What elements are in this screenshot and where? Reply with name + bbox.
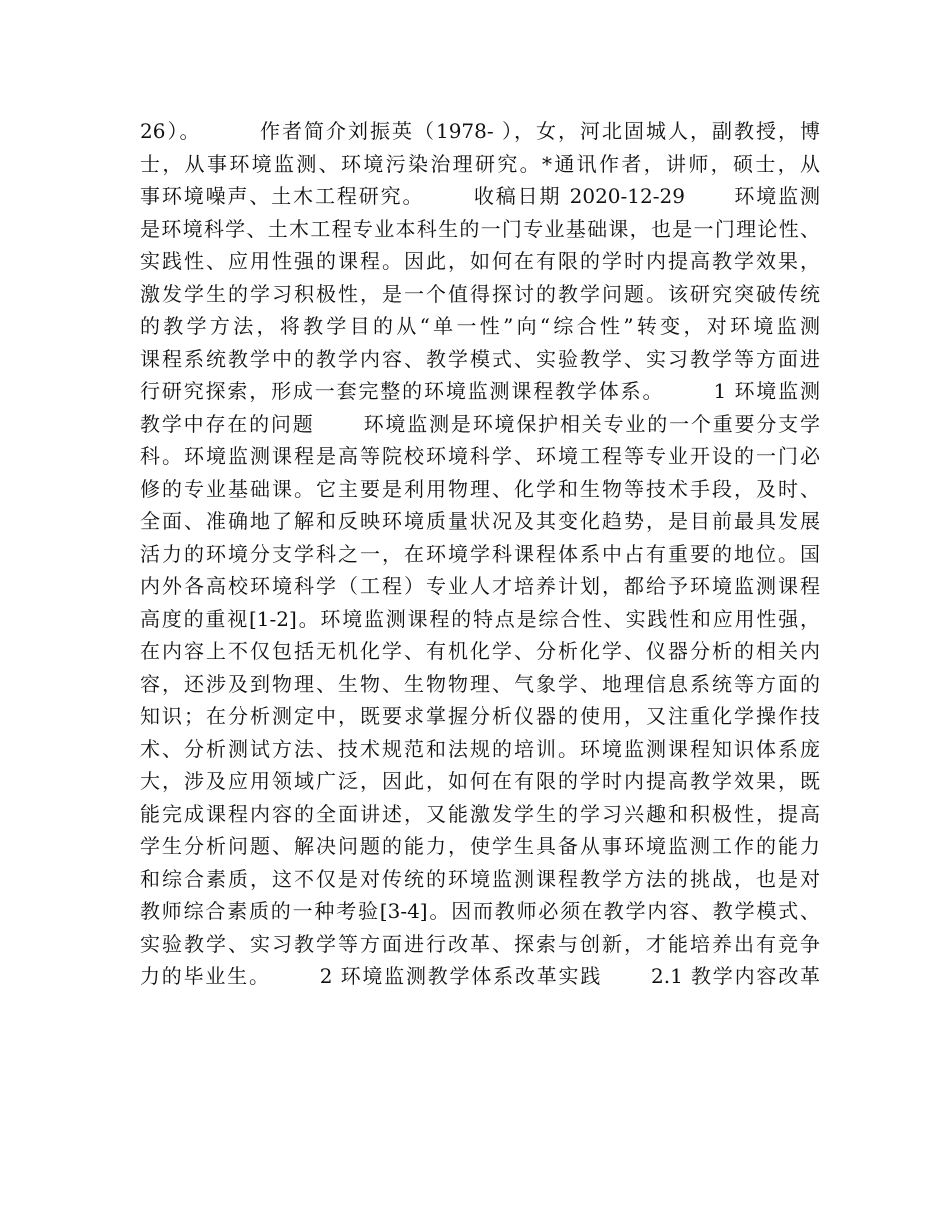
text-line: 课程系统教学中的教学内容、教学模式、实验教学、实习教学等方面进 (140, 346, 820, 371)
text-line: 的教学方法，将教学目的从“单一性”向“综合性”转变，对环境监测 (140, 314, 820, 338)
text-line: 容，还涉及到物理、生物、生物物理、气象学、地理信息系统等方面的 (140, 671, 820, 696)
text-line: 知识；在分析测定中，既要求掌握分析仪器的使用，又注重化学操作技 (140, 704, 820, 728)
text-line: 内外各高校环境科学（工程）专业人才培养计划，都给予环境监测课程 (140, 574, 820, 598)
text-line: 力的毕业生。 2 环境监测教学体系改革实践 2.1 教学内容改革 (140, 964, 820, 988)
text-line: 能完成课程内容的全面讲述，又能激发学生的学习兴趣和积极性，提高 (140, 801, 820, 826)
text-line: 科。环境监测课程是高等院校环境科学、环境工程等专业开设的一门必 (140, 444, 820, 468)
text-line: 高度的重视[1-2]。环境监测课程的特点是综合性、实践性和应用性强， (140, 606, 820, 631)
text-line: 术、分析测试方法、技术规范和法规的培训。环境监测课程知识体系庞 (140, 736, 820, 761)
body-text (140, 115, 820, 993)
text-line: 事环境噪声、土木工程研究。 收稿日期 2020-12-29 环境监测 (140, 184, 820, 208)
text-line: 在内容上不仅包括无机化学、有机化学、分析化学、仪器分析的相关内 (140, 639, 820, 663)
text-line: 实验教学、实习教学等方面进行改革、探索与创新，才能培养出有竞争 (140, 931, 820, 956)
text-line: 大，涉及应用领域广泛，因此，如何在有限的学时内提高教学效果，既 (140, 769, 820, 793)
text-line: 活力的环境分支学科之一，在环境学科课程体系中占有重要的地位。国 (140, 541, 820, 566)
text-line: 士，从事环境监测、环境污染治理研究。*通讯作者，讲师，硕士，从 (140, 151, 820, 176)
text-line: 26）。 作者简介刘振英（1978- ），女，河北固城人，副教授，博 (140, 119, 820, 143)
text-line: 和综合素质，这不仅是对传统的环境监测课程教学方法的挑战，也是对 (140, 866, 820, 891)
text-line: 学生分析问题、解决问题的能力，使学生具备从事环境监测工作的能力 (140, 834, 820, 858)
text-line: 全面、准确地了解和反映环境质量状况及其变化趋势，是目前最具发展 (140, 509, 820, 533)
text-line: 教学中存在的问题 环境监测是环境保护相关专业的一个重要分支学 (140, 411, 820, 436)
text-line: 教师综合素质的一种考验[3-4]。因而教师必须在教学内容、教学模式、 (140, 899, 820, 923)
text-line: 激发学生的学习积极性，是一个值得探讨的教学问题。该研究突破传统 (140, 281, 820, 306)
text-line: 实践性、应用性强的课程。因此，如何在有限的学时内提高教学效果， (140, 249, 820, 273)
text-line: 修的专业基础课。它主要是利用物理、化学和生物等技术手段，及时、 (140, 476, 820, 501)
text-line: 行研究探索，形成一套完整的环境监测课程教学体系。 1 环境监测 (140, 379, 820, 403)
text-line: 是环境科学、土木工程专业本科生的一门专业基础课，也是一门理论性、 (140, 216, 820, 241)
